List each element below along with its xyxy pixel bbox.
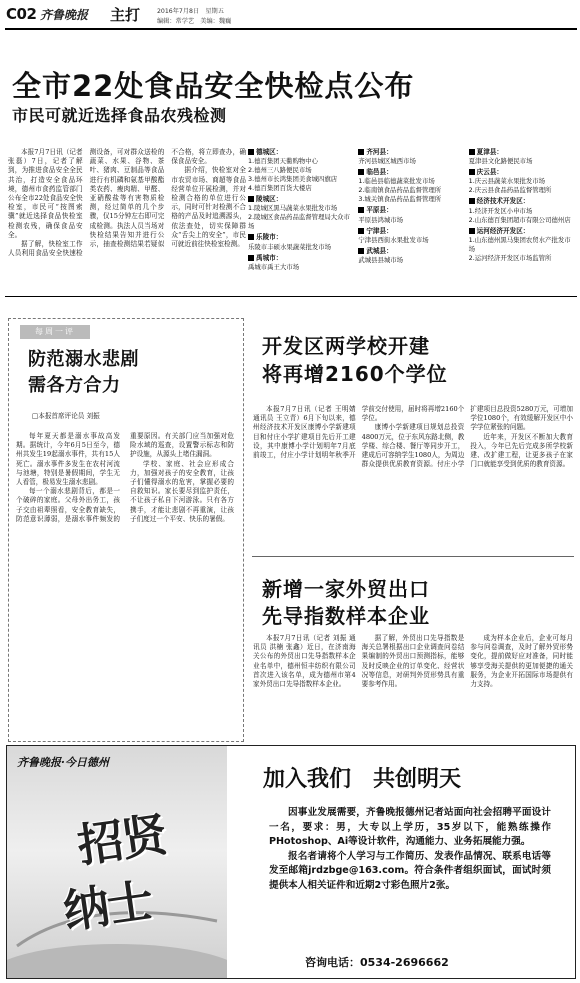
ad-grass-shape [7, 944, 227, 978]
district-label: 夏津县： [469, 148, 574, 157]
checkpoint-item: 禹城市禹王大市场 [248, 262, 300, 271]
checkpoint-item: 1.德百集团天衢购物中心 [248, 157, 319, 166]
checkpoint-item: 2.山东德百集团超市有限公司德州店 [468, 215, 571, 224]
ad-slogan: 加入我们 共创明天 [263, 767, 462, 792]
checkpoint-item: 武城县县城市场 [358, 256, 404, 265]
column-headline-2: 需各方合力 [28, 375, 121, 396]
header-rule [5, 28, 577, 30]
lead-bottom-rule [5, 296, 577, 297]
lead-paragraph: 据介绍，快检室对全市农贸市场、商超等食品经营单位开展检测，并对检测合格的单位进行公示，同时可针对检测不合格的产品及时追溯源头，依法查处，切实保障群众“舌尖上的安全”，市民可就近前往快检室检测。 [171, 166, 246, 249]
district-label: 禹城市： [248, 254, 353, 263]
checkpoint-item: 1.陵城区黑马蔬菜水果批发市场 [248, 204, 338, 213]
district-label: 运河经济开发区： [469, 227, 574, 236]
trade-headline-2: 先导指数样本企业 [262, 604, 430, 628]
checkpoint-item: 夏津县文化路便民市场 [468, 157, 533, 166]
checkpoint-item: 2.庆云县食品药品监督管理所 [468, 186, 552, 195]
trade-paragraph: 成为样本企业后，企业可每月参与问卷调查，及时了解外贸形势变化，提前做好应对准备，同时能够享受海关提供的更加便捷的通关服务，为企业开拓国际市场提供有力支持。 [470, 634, 573, 689]
column-tag: 每周一评 [20, 325, 90, 339]
section-name: 主打 [110, 6, 141, 24]
district-group [358, 148, 463, 166]
district-group [248, 195, 353, 231]
column-byline: □本报首席评论员 刘振 [32, 412, 100, 420]
checkpoint-item: 1.临邑县临德蔬菜批发市场 [358, 177, 435, 186]
district-group [358, 168, 463, 204]
district-group [248, 254, 353, 272]
trade-paragraph: 据了解，外贸出口先导指数是海关总署根据出口企业调查问卷结果编制的外贸出口预测指标，能够及时反映企业的订单变化、经营状况等信息，对研判外贸形势具有重要参考作用。 [361, 634, 465, 689]
school-headline-1: 开发区两学校开建 [262, 334, 430, 358]
bullet-square-icon [248, 234, 254, 240]
district-label: 武城县： [358, 247, 463, 256]
ad-phone: 咨询电话：0534-2696662 [305, 956, 449, 969]
bullet-square-icon [358, 228, 364, 234]
checkpoint-item: 1.山东德州黑马集团农贸水产批发市场 [468, 235, 571, 253]
lead-paragraph: 本报7月7日讯（记者 张磊）7日，记者了解到，为推进食品安全全民共治，打造安全食品环境，德州市食药监管部门公布全市22处食品安全快检室，市民可“按图索骥”就近选择食品快检室检测农残，确保食品安全。 [8, 148, 83, 239]
checkpoint-list [248, 148, 574, 286]
column-headline-1: 防范溺水悲剧 [28, 349, 139, 370]
checkpoint-item: 平原县鸿城市场 [358, 215, 404, 224]
bullet-square-icon [248, 149, 254, 155]
trade-paragraph: 本报7月7日讯（记者 刘振 通讯员 洪楠 张鑫）近日，在济南海关公布的外贸出口先导指数样本企业名单中，德州恒丰纺织有限公司首次进入该名单，成为德州市第4家外贸出口先导指数样本企业。 [253, 634, 356, 689]
district-label: 陵城区： [248, 195, 353, 204]
school-paragraph: 本报7月7日讯（记者 王明婧 通讯员 王立青）6月下旬以来，德州经济技术开发区康博小学新建项目和付庄小学扩建项目先后开工建设，其中康博小学计划明年7月底前竣工，付庄小学计划明年秋季开学前交付使用，届时将再增2160个学位。 [253, 405, 465, 460]
district-group [248, 148, 353, 193]
trade-headline-1: 新增一家外贸出口 [262, 577, 430, 601]
bullet-square-icon [248, 255, 254, 261]
checkpoint-item: 2.德州三八路便民市场 [248, 166, 312, 175]
checkpoint-item: 1.经济开发区小申市场 [468, 206, 533, 215]
checkpoint-item: 乐陵市丰硕水果蔬菜批发市场 [248, 242, 332, 251]
district-label: 庆云县： [469, 168, 574, 177]
date-line: 2016年7月8日 星期五 [157, 8, 224, 15]
bullet-square-icon [358, 149, 364, 155]
bullet-square-icon [248, 196, 254, 202]
bullet-square-icon [358, 248, 364, 254]
district-label: 平原县： [358, 206, 463, 215]
checkpoint-item: 1.庆云县蔬菜水果批发市场 [468, 177, 546, 186]
lead-subhead: 市民可就近选择食品农残检测 [12, 106, 227, 125]
checkpoint-item: 4.德百集团百货大楼店 [248, 184, 312, 193]
lead-headline: 全市22处食品安全快检点公布 [12, 69, 415, 103]
district-group [469, 148, 574, 166]
district-group [358, 247, 463, 265]
district-group [469, 197, 574, 224]
checkpoint-item: 2.陵城区食品药品监督管理局大众市场 [248, 213, 350, 231]
school-paragraph: 近年来，开发区不断加大教育投入，今年已先后完成多所学校新建、改扩建工程，让更多孩子在家门口就能享受到优质的教育资源。 [470, 432, 573, 469]
district-label: 齐河县： [358, 148, 463, 157]
ad-paragraph: 因事业发展需要，齐鲁晚报德州记者站面向社会招聘平面设计一名，要求：男，大专以上学历，35岁以下，能熟练操作PHotoshop、Ai等设计软件，沟通能力、业务拓展能力强。 [269, 807, 551, 847]
bullet-square-icon [469, 169, 475, 175]
newspaper-logo: 齐鲁晚报 [40, 8, 89, 22]
school-headline-2: 将再增2160个学位 [262, 362, 448, 386]
school-body [253, 405, 573, 553]
column-paragraph: 学校、家庭、社会应形成合力，加强对孩子的安全教育，让孩子们懂得溺水的危害，掌握必要的自救知识。家长要尽到监护责任，不让孩子私自下河游泳。只有各方携手，才能让悲剧不再重演，让孩子们度过一个平安、快乐的暑假。 [130, 459, 234, 523]
trade-body [253, 634, 573, 736]
district-label: 经济技术开发区： [469, 197, 574, 206]
checkpoint-item: 齐河县城区城西市场 [358, 157, 416, 166]
checkpoint-item: 2.运河经济开发区市场监管所 [468, 253, 552, 262]
checkpoint-item: 2.临南镇食品药品监督管理所 [358, 186, 442, 195]
district-group [248, 233, 353, 251]
bullet-square-icon [358, 169, 364, 175]
column-body [16, 432, 234, 732]
ad-big-text-2: 纳士 [60, 873, 155, 939]
school-paragraph: 康博小学新建项目规划总投资4800万元，位于东风东路北侧，教学楼、综合楼、餐厅等同步开工，建成后可容纳学生1080人，为周边群众提供优质教育资源。付庄小学扩建项目总投资5280万元，可增加学位1080个，有效缓解开发区中小学学位紧张的问题。 [361, 405, 573, 469]
district-label: 临邑县： [358, 168, 463, 177]
district-label: 乐陵市： [248, 233, 353, 242]
district-label: 德城区： [248, 148, 353, 157]
editors-line: 编辑：常学艺 美编：魏巍 [157, 18, 232, 25]
bullet-square-icon [469, 228, 475, 234]
ad-logo: 齐鲁晚报·今日德州 [17, 756, 109, 769]
column-paragraph: 每年夏天都是溺水事故高发期。据统计，今年6月5日至今，德州共发生19起溺水事件，共有15人死亡。溺水事件多发生在农村河流与池塘，特别是暑假期间，学生无人看管，极易发生溺水悲剧。 [16, 432, 120, 487]
checkpoint-item: 3.城关镇食品药品监督管理所 [358, 195, 442, 204]
recruitment-ad [6, 745, 576, 979]
district-group [469, 168, 574, 195]
ad-paragraph: 报名者请将个人学习与工作简历、发表作品情况、联系电话等发至邮箱jrdzbge@163.com。符合条件者组织面试，面试时须提供本人相关证件和近期2寸彩色照片2张。 [269, 850, 551, 891]
lead-paragraph: 据了解，快检室工作人员利用食品安全快速检测设备，可对群众送检的蔬菜、水果、谷物、茶叶、猪肉、豆制品等食品进行有机磷和氨基甲酸酯类农药、瘦肉精、甲醛、亚硝酸盐等有害物质检测，经过简单的几个步骤，仅15分钟左右即可完成检测。执法人员当场对快检结果告知并进行公示，抽查检测结果若疑似不合格，将立即查办，确保食品安全。 [8, 148, 246, 258]
district-group [469, 227, 574, 263]
ad-text-block [269, 806, 551, 893]
bullet-square-icon [469, 198, 475, 204]
district-group [358, 227, 463, 245]
district-label: 宁津县： [358, 227, 463, 236]
column-paragraph: 每一个溺水悲剧背后，都是一个破碎的家庭。父母外出务工，孩子交由祖辈照看，安全教育缺失，防范意识薄弱，是溺水事件频发的重要原因。有关部门应当加强对危险水域的巡查，设置警示标志和防护设施，从源头上堵住漏洞。 [16, 432, 234, 523]
district-group [358, 206, 463, 224]
checkpoint-item: 3.德州市长鸿集团美食城四旗店 [248, 175, 338, 184]
school-bottom-rule [252, 556, 574, 557]
bullet-square-icon [469, 149, 475, 155]
lead-body [8, 148, 246, 284]
checkpoint-item: 宁津县西街水果批发市场 [358, 235, 429, 244]
page-number: C02 [6, 5, 37, 23]
bullet-square-icon [358, 207, 364, 213]
ad-big-text-1: 招贤 [74, 807, 169, 873]
